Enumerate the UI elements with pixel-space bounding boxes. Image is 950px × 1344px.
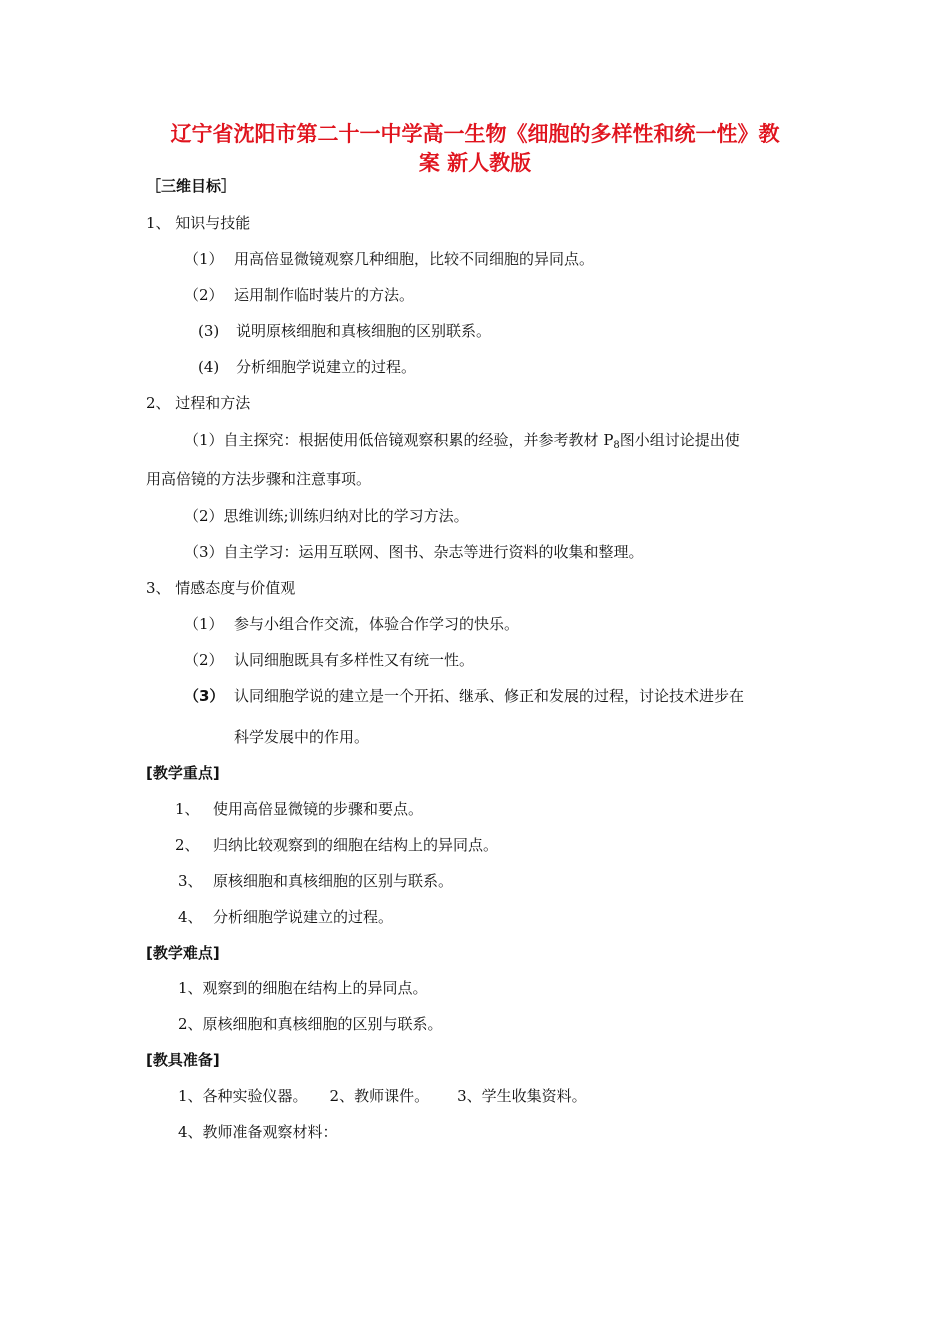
item-number: (3) [198,322,220,340]
item-number: （3） [184,687,225,705]
process-item-1-subscript: 8 [613,440,620,451]
process-item-1-cont: 用高倍镜的方法步骤和注意事项。 [146,470,372,488]
item-number: （2） [184,286,224,304]
knowledge-item-4 [198,357,416,377]
attitude-item-3-cont: 科学发展中的作用。 [234,728,370,746]
key-point-item-3 [178,871,453,891]
materials-item-4: 4、教师准备观察材料： [178,1123,338,1141]
key-point-item-4 [178,907,393,927]
difficulty-item-2: 2、原核细胞和真核细胞的区别与联系。 [178,1015,443,1033]
item-text: 分析细胞学说建立的过程。 [236,358,417,376]
materials-heading: [教具准备] [146,1051,220,1069]
item-text: 归纳比较观察到的细胞在结构上的异同点。 [213,836,499,854]
attitude-item-1 [184,614,519,634]
process-item-3: （3）自主学习：运用互联网、图书、杂志等进行资料的收集和整理。 [184,543,644,561]
objectives-heading: ［三维目标］ [146,177,237,195]
item-number: 4、 [178,908,203,926]
key-points-heading: [教学重点] [146,764,220,782]
document-title [120,120,830,178]
knowledge-item-3 [198,321,491,341]
key-point-item-2 [175,835,498,855]
item-text: 用高倍显微镜观察几种细胞，比较不同细胞的异同点。 [234,250,595,268]
materials-item-1: 1、各种实验仪器。 [178,1087,308,1105]
materials-item-2: 2、教师课件。 [329,1087,430,1105]
item-text: 分析细胞学说建立的过程。 [213,908,394,926]
difficulties-heading: [教学难点] [146,944,220,962]
knowledge-label: 1、 知识与技能 [146,214,251,232]
difficulty-item-1: 1、观察到的细胞在结构上的异同点。 [178,979,428,997]
item-number: （1） [184,250,224,268]
process-item-1-text-a: （1）自主探究：根据使用低倍镜观察积累的经验，并参考教材 P [184,431,614,449]
title-line-1: 辽宁省沈阳市第二十一中学高一生物《细胞的多样性和统一性》教 [170,122,780,146]
item-text: 认同细胞既具有多样性又有统一性。 [234,651,475,669]
item-text: 说明原核细胞和真核细胞的区别联系。 [236,322,492,340]
item-text: 使用高倍显微镜的步骤和要点。 [213,800,424,818]
item-number: (4) [198,358,220,376]
title-line-2: 案 新人教版 [418,151,532,175]
item-text: 参与小组合作交流，体验合作学习的快乐。 [234,615,520,633]
attitude-label: 3、 情感态度与价值观 [146,579,296,597]
item-number: （2） [184,651,224,669]
attitude-item-3 [184,686,744,706]
item-number: 3、 [178,872,203,890]
item-number: 1、 [175,800,200,818]
item-text: 运用制作临时装片的方法。 [234,286,415,304]
item-number: 2、 [175,836,200,854]
attitude-item-2 [184,650,474,670]
process-item-1-text-b: 图小组讨论提出使 [619,431,740,449]
materials-row-1 [178,1086,587,1106]
materials-item-3: 3、学生收集资料。 [457,1087,587,1105]
item-text: 认同细胞学说的建立是一个开拓、继承、修正和发展的过程，讨论技术进步在 [234,687,745,705]
item-number: （1） [184,615,224,633]
process-label: 2、 过程和方法 [146,394,251,412]
knowledge-item-2 [184,285,414,305]
item-text: 原核细胞和真核细胞的区别与联系。 [213,872,454,890]
knowledge-item-1 [184,249,594,269]
process-item-1 [184,430,740,456]
process-item-2: （2）思维训练;训练归纳对比的学习方法。 [184,507,469,525]
key-point-item-1 [175,799,423,819]
